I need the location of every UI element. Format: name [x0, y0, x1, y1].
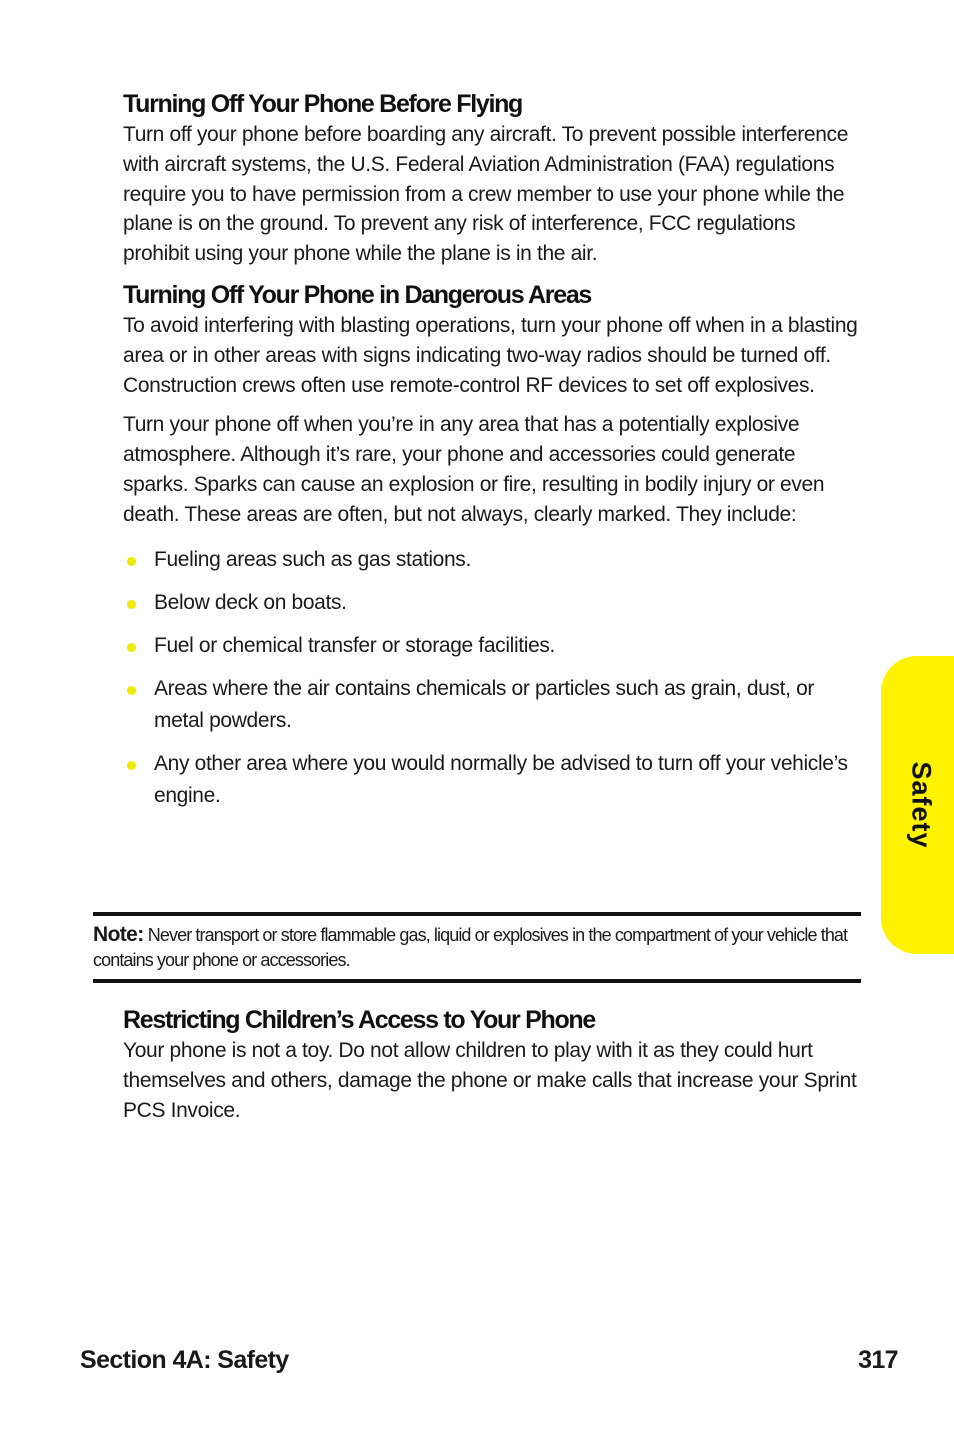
main-content — [123, 88, 863, 823]
note-body: Never transport or store flammable gas, liquid or explosives in the compartment of your vehicle that contains your phone or accessories. — [93, 925, 848, 970]
list-item: Any other area where you would normally be advised to turn off your vehicle’s engine. — [123, 748, 863, 812]
paragraph-children: Your phone is not a toy. Do not allow children to play with it as they could hurt themselves and others, damage the phone or make calls that increase your Sprint PCS Invoice. — [123, 1039, 857, 1122]
list-item: Fueling areas such as gas stations. — [123, 544, 863, 576]
dangerous-areas-list — [123, 544, 863, 812]
list-item: Areas where the air contains chemicals or particles such as grain, dust, or metal powders. — [123, 673, 863, 737]
page-number: 317 — [858, 1346, 898, 1374]
note-box — [93, 912, 861, 983]
bullet-icon — [127, 643, 136, 652]
children-section — [123, 1004, 863, 1125]
paragraph-flying: Turn off your phone before boarding any aircraft. To prevent possible interference with aircraft systems, the U.S. Federal Aviation Administration (FAA) regulations require you to have permission from a crew member to use your phone while the plane is on the ground. To prevent any risk of interference, FCC regulations prohibit using your phone while the plane is in the air. — [123, 123, 849, 266]
heading-children: Restricting Children’s Access to Your Phone — [123, 1006, 595, 1034]
bullet-icon — [127, 761, 136, 770]
note-text — [93, 922, 861, 973]
paragraph-dangerous-1: To avoid interfering with blasting operations, turn your phone off when in a blasting area or in other areas with signs indicating two-way radios should be turned off. Construction crews often use remote-control RF devices to set off explosives. — [123, 313, 858, 397]
bullet-icon — [127, 557, 136, 566]
paragraph-dangerous-2: Turn your phone off when you’re in any area that has a potentially explosive atmosphere. Although it’s rare, your phone and accessories could generate sparks. Sparks can cause an explosion or fire, resulting in bodily injury or even death. These areas are often, but not always, clearly marked. They include: — [123, 413, 825, 526]
heading-flying: Turning Off Your Phone Before Flying — [123, 90, 523, 118]
side-tab-label: Safety — [906, 761, 937, 849]
note-label: Note: — [93, 923, 144, 946]
list-item: Below deck on boats. — [123, 587, 863, 619]
footer-section-title: Section 4A: Safety — [80, 1346, 289, 1374]
section-side-tab — [881, 656, 954, 954]
bullet-icon — [127, 600, 136, 609]
list-item: Fuel or chemical transfer or storage facilities. — [123, 630, 863, 662]
page-footer — [80, 1346, 898, 1375]
heading-dangerous-areas: Turning Off Your Phone in Dangerous Areas — [123, 280, 592, 309]
bullet-icon — [127, 686, 136, 695]
